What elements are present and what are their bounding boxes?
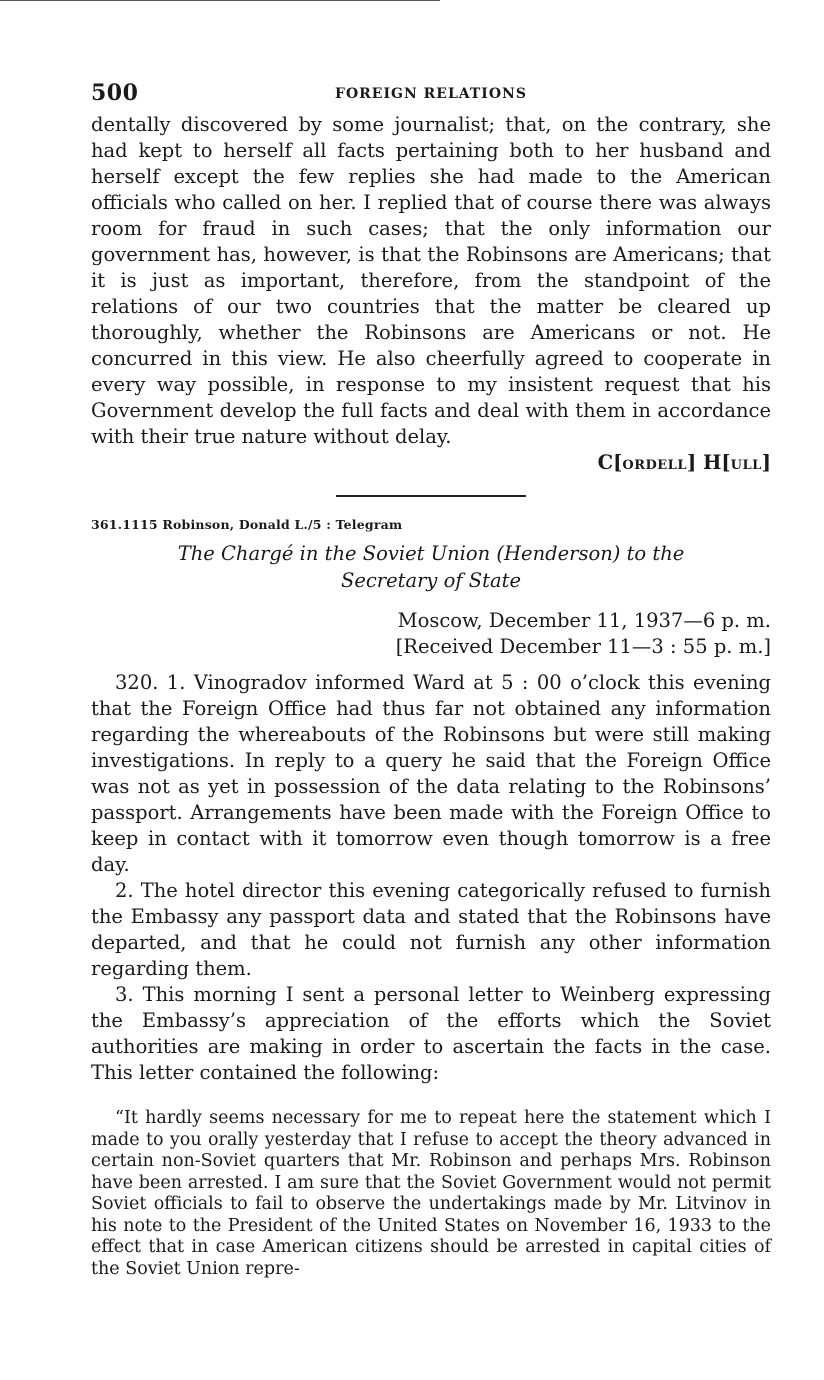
signature-name-first: ORDELL <box>622 458 687 473</box>
signature-initial-h: H[ <box>702 451 731 474</box>
signature <box>91 450 771 479</box>
section-divider <box>336 495 526 497</box>
document-title: The Chargé in the Soviet Union (Henderson) to the Secretary of State <box>177 542 685 592</box>
signature-bracket-1: ] <box>686 451 703 474</box>
dateline-sent: Moscow, December 11, 1937—6 p. m. <box>397 609 771 632</box>
running-header <box>91 78 771 112</box>
dateline-received: [Received December 11—3 : 55 p. m.] <box>395 635 771 658</box>
page-number: 500 <box>91 80 139 106</box>
document-page <box>91 78 771 1280</box>
running-title: FOREIGN RELATIONS <box>335 86 527 102</box>
file-reference: 361.1115 Robinson, Donald L./5 : Telegram <box>91 517 403 532</box>
top-edge-rule <box>0 0 440 1</box>
signature-name-last: ULL <box>730 458 762 473</box>
signature-initial-c: C[ <box>597 451 623 474</box>
continuation-paragraph: dentally discovered by some journalist; that, on the contrary, she had kept to herself all facts pertaining both to her husband and herself except the few replies she had made to the American officials who called on her. I replied that of course there was always room for fraud in such cases; that the only information our government has, however, is that the Robinsons are Americans; that it is just as important, therefore, from the standpoint of the relations of our two countries that the matter be cleared up thoroughly, whether the Robinsons are Americans or not. He concurred in this view. He also cheerfully agreed to cooperate in every way possible, in response to my insistent request that his Government develop the full facts and deal with them in accordance with their true nature without delay. <box>91 113 771 448</box>
dateline <box>91 608 771 660</box>
quoted-letter: “It hardly seems necessary for me to repeat here the statement which I made to you orally yesterday that I refuse to accept the theory advanced in certain non-Soviet quarters that Mr. Robinson and perhaps Mrs. Robinson have been arrested. I am sure that the Soviet Government would not permit Soviet officials to fail to observe the undertakings made by Mr. Litvinov in his note to the President of the United States on November 16, 1933 to the effect that in case American citizens should be arrested in capital cities of the Soviet Union repre- <box>91 1108 771 1279</box>
paragraph-1: 320. 1. Vinogradov informed Ward at 5 : 00 o’clock this evening that the Foreign Office had thus far not obtained any information regarding the whereabouts of the Robinsons but were still making investigations. In reply to a query he said that the Foreign Office was not as yet in possession of the data relating to the Robinsons’ passport. Arrangements have been made with the Foreign Office to keep in contact with it tomorrow even though tomorrow is a free day. <box>91 671 771 876</box>
paragraph-2: 2. The hotel director this evening categorically refused to furnish the Embassy any passport data and stated that the Robinsons have departed, and that he could not furnish any other information regarding them. <box>91 879 771 980</box>
signature-bracket-2: ] <box>761 451 771 474</box>
paragraph-3: 3. This morning I sent a personal letter to Weinberg expressing the Embassy’s appreciation of the efforts which the Soviet authorities are making in order to ascertain the facts in the case. This letter contained the following: <box>91 983 771 1084</box>
